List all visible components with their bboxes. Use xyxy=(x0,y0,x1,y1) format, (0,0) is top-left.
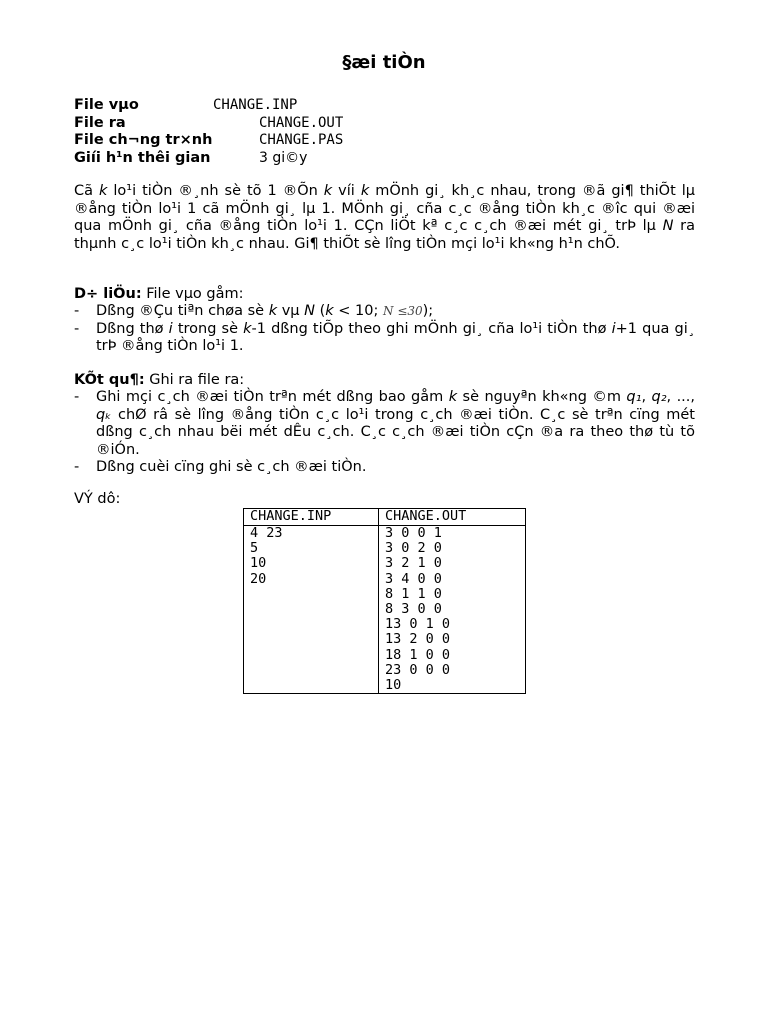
table-header-input: CHANGE.INP xyxy=(244,509,379,526)
meta-value: CHANGE.INP xyxy=(213,97,298,113)
meta-label: File vµo xyxy=(74,97,139,113)
text-run: víi xyxy=(332,183,361,199)
var-k: k xyxy=(323,183,333,199)
var-q1: q₁ xyxy=(626,389,642,405)
text-run: chØ râ sè lîng ®ång tiÒn c¸c lo¹i trong c¸ch ®æi tiÒn. C¸c sè trªn cïng mét dßng c¸ch nhau bëi mét dÊu c¸ch. C¸c c¸ch ®æi tiÒn cÇn ®a ra theo thø tù tõ ®iÓn. xyxy=(96,406,695,458)
meta-label: Giíi h¹n thêi gian xyxy=(74,149,211,166)
meta-label: File ra xyxy=(74,114,126,131)
output-sample-line: 10 xyxy=(385,677,402,694)
text-run: +1 qua gi¸ trÞ ®ång tiÒn lo¹i 1. xyxy=(96,320,695,354)
output-list xyxy=(74,389,695,477)
var-k: k xyxy=(268,303,278,319)
text-run: , ..., xyxy=(666,389,696,405)
section-heading: KÕt qu¶: xyxy=(74,372,145,388)
page-title: §æi tiÒn xyxy=(342,52,426,73)
output-sample-line: 13 2 0 0 xyxy=(385,631,451,648)
text-run: ( xyxy=(314,303,326,319)
output-sample-line: 3 0 0 1 xyxy=(385,525,442,541)
meta-row-input xyxy=(74,97,298,115)
output-sample-line: 23 0 0 0 xyxy=(385,661,451,678)
list-item: - Ghi mçi c¸ch ®æi tiÒn trªn mét dßng bao gåm k sè nguyªn kh«ng ©m q₁, q₂, ..., qₖ chØ râ sè lîng ®ång tiÒn c¸c lo¹i trong c¸ch ®æi tiÒn. C¸c sè trªn cïng mét dßng c¸ch nhau bëi mét dÊu c¸ch. C¸c c¸ch ®æi tiÒn cÇn ®a ra theo thø tù tõ ®iÓn. xyxy=(74,389,696,458)
var-n: N xyxy=(662,218,674,234)
meta-row-time-limit xyxy=(74,149,308,168)
text-run: -1 dßng tiÕp theo ghi mÖnh gi¸ cña lo¹i tiÒn thø xyxy=(251,320,612,337)
table-header-row xyxy=(244,509,526,526)
text-run: Dßng ®Çu tiªn chøa sè xyxy=(96,303,269,319)
output-sample-line: 13 0 1 0 xyxy=(385,616,451,633)
meta-value: CHANGE.PAS xyxy=(259,132,344,148)
meta-value: CHANGE.OUT xyxy=(259,114,344,131)
text-run: Cã xyxy=(74,183,99,199)
output-heading xyxy=(74,372,695,390)
input-sample-line: 4 23 xyxy=(250,525,283,541)
text-run: trong sè xyxy=(172,320,244,337)
list-item: - Dßng ®Çu tiªn chøa sè k vµ N (k < 10; N ≤30); xyxy=(74,303,434,319)
meta-row-program xyxy=(74,132,344,150)
var-i: i xyxy=(168,320,173,337)
var-n: N xyxy=(304,303,315,319)
example-label: VÝ dô: xyxy=(74,491,121,507)
text-run: < 10; xyxy=(333,303,383,319)
math-expression: N ≤30 xyxy=(383,304,423,318)
var-k: k xyxy=(99,183,108,199)
var-q2: q₂ xyxy=(651,389,667,405)
var-k: k xyxy=(360,183,370,199)
output-sample-line: 18 1 0 0 xyxy=(385,646,451,663)
output-sample-cell xyxy=(379,526,526,694)
table-row xyxy=(244,526,526,694)
input-sample-line: 20 xyxy=(250,570,267,587)
input-list xyxy=(74,303,695,356)
text-run: Dßng thø xyxy=(96,320,169,337)
text-run: lo¹i tiÒn ®¸nh sè tõ 1 ®Õn xyxy=(107,183,324,199)
var-qk: qₖ xyxy=(96,406,112,423)
var-k: k xyxy=(243,320,252,337)
file-info xyxy=(74,97,344,167)
section-heading: D÷ liÖu: xyxy=(74,286,142,302)
text-run: ra thµnh c¸c lo¹i tiÒn kh¸c nhau. Gi¶ thiÕt sè lîng tiÒn mçi lo¹i kh«ng h¹n chÕ. xyxy=(74,218,695,252)
meta-value: 3 gi©y xyxy=(259,149,308,166)
output-sample-line: 3 2 1 0 xyxy=(385,555,442,572)
var-k: k xyxy=(325,303,334,319)
problem-statement xyxy=(74,183,695,253)
output-sample-line: 3 4 0 0 xyxy=(385,570,442,587)
text-run: ); xyxy=(422,303,434,319)
output-sample-line: 8 3 0 0 xyxy=(385,601,442,618)
text-run: vµ xyxy=(277,303,305,319)
text-run: Ghi ra file ra: xyxy=(144,372,245,388)
text-run: , xyxy=(641,389,652,405)
text-run: Dßng cuèi cïng ghi sè c¸ch ®æi tiÒn. xyxy=(96,459,367,475)
text-run: Ghi mçi c¸ch ®æi tiÒn trªn mét dßng bao gåm xyxy=(96,389,449,405)
input-sample-line: 10 xyxy=(250,555,267,572)
list-item: - Dßng cuèi cïng ghi sè c¸ch ®æi tiÒn. xyxy=(74,459,367,475)
var-i: i xyxy=(611,320,616,337)
meta-label: File ch¬ng tr×nh xyxy=(74,132,213,148)
meta-row-output xyxy=(74,114,344,133)
output-sample-line: 8 1 1 0 xyxy=(385,585,442,602)
input-sample-cell xyxy=(244,526,379,694)
input-heading xyxy=(74,286,695,304)
table-header-output: CHANGE.OUT xyxy=(379,509,526,526)
input-sample-line: 5 xyxy=(250,540,259,557)
text-run: sè nguyªn kh«ng ©m xyxy=(457,389,627,405)
output-sample-line: 3 0 2 0 xyxy=(385,540,442,557)
var-k: k xyxy=(448,389,458,405)
text-run: mÖnh gi¸ kh¸c nhau, trong ®ã gi¶ thiÕt lµ ®ång tiÒn lo¹i 1 cã mÖnh gi¸ lµ 1. MÖnh gi¸ cña c¸c ®ång tiÒn kh¸c ®îc qui ®æi qua mÖnh gi¸ cña ®ång tiÒn lo¹i 1. CÇn liÖt kª c¸c c¸ch ®æi mét gi¸ trÞ lµ xyxy=(74,183,696,234)
text-run: File vµo gåm: xyxy=(141,286,244,302)
example-table xyxy=(243,508,526,694)
list-item: - Dßng thø i trong sè k-1 dßng tiÕp theo ghi mÖnh gi¸ cña lo¹i tiÒn thø i+1 qua gi¸ trÞ ®ång tiÒn lo¹i 1. xyxy=(74,320,695,354)
